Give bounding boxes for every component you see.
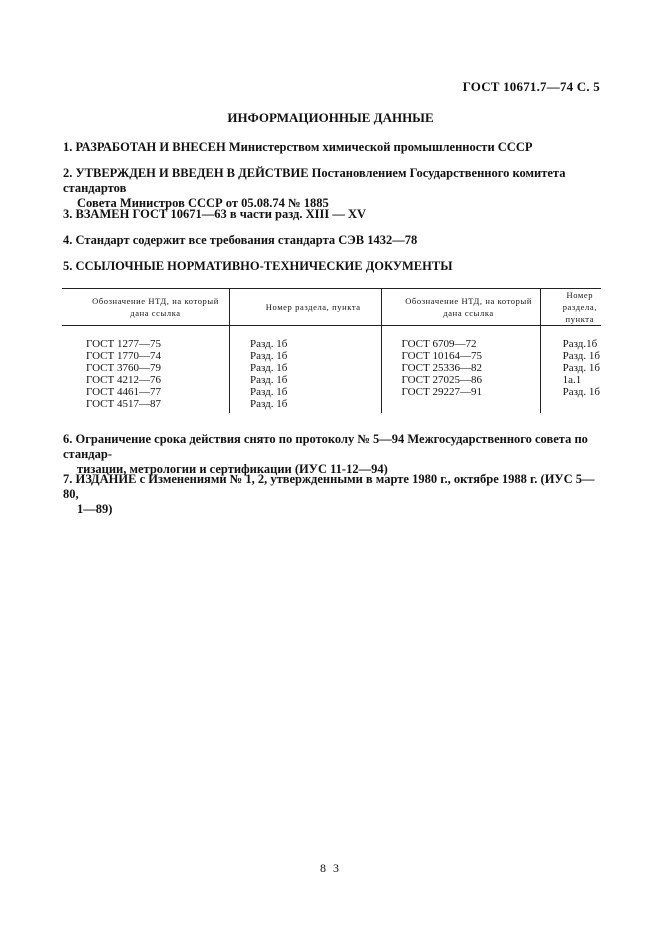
ntd-entry: ГОСТ 27025—86	[401, 374, 482, 386]
section-entry: Разд. 1б	[249, 398, 288, 410]
info-item-3-line-1: 3. ВЗАМЕН ГОСТ 10671—63 в части разд. XIII — XV	[63, 207, 367, 221]
left-ntd-cell	[62, 326, 229, 414]
section-entry: Разд.1б	[562, 338, 598, 350]
section-entry: 1а.1	[562, 374, 582, 386]
table-header-row	[62, 289, 601, 326]
info-item-7-line-2: 1—89)	[77, 502, 113, 516]
info-item-1	[63, 140, 603, 155]
info-item-1-line-1: 1. РАЗРАБОТАН И ВНЕСЕН Министерством химической промышленности СССР	[63, 140, 533, 154]
section-entry: Разд. 1б	[249, 350, 288, 362]
ntd-entry: ГОСТ 3760—79	[86, 362, 161, 374]
section-entry: Разд. 1б	[249, 386, 288, 398]
section-entry: Разд. 1б	[249, 374, 288, 386]
ntd-entry: ГОСТ 4461—77	[86, 386, 161, 398]
header-ntd-left: Обозначение НТД, на который дана ссылка	[62, 289, 229, 326]
info-item-5	[63, 259, 603, 274]
info-item-3	[63, 207, 603, 222]
info-item-2	[63, 166, 603, 211]
left-section-cell	[229, 326, 381, 414]
page-title: ИНФОРМАЦИОННЫЕ ДАННЫЕ	[227, 110, 434, 125]
ntd-entry: ГОСТ 25336—82	[401, 362, 482, 374]
info-item-6-line-1: 6. Ограничение срока действия снято по протоколу № 5—94 Межгосударственного совета по стандар-	[63, 432, 588, 461]
info-item-7	[63, 472, 603, 517]
right-ntd-cell	[381, 326, 540, 414]
ntd-entry: ГОСТ 1277—75	[86, 338, 161, 350]
info-item-4-line-1: 4. Стандарт содержит все требования стандарта СЭВ 1432—78	[63, 233, 418, 247]
running-header: ГОСТ 10671.7—74 С. 5	[462, 79, 600, 94]
section-entry: Разд. 1б	[562, 362, 600, 374]
section-entry: Разд. 1б	[562, 386, 600, 398]
section-entry: Разд. 1б	[249, 362, 288, 374]
page-number: 8 3	[320, 861, 341, 875]
ntd-entry: ГОСТ 4517—87	[86, 398, 161, 410]
table-row	[62, 326, 601, 414]
ntd-entry: ГОСТ 4212—76	[86, 374, 161, 386]
info-item-6	[63, 432, 603, 477]
info-item-7-line-1: 7. ИЗДАНИЕ с Изменениями № 1, 2, утвержденными в марте 1980 г., октябре 1988 г. (ИУС 5—80,	[63, 472, 595, 501]
header-section-right: Номер раздела, пункта	[540, 289, 601, 326]
section-entry: Разд. 1б	[562, 350, 600, 362]
info-item-4	[63, 233, 603, 248]
ntd-entry: ГОСТ 10164—75	[401, 350, 482, 362]
info-item-5-line-1: 5. ССЫЛОЧНЫЕ НОРМАТИВНО-ТЕХНИЧЕСКИЕ ДОКУМЕНТЫ	[63, 259, 453, 273]
reference-documents-table	[62, 288, 601, 413]
right-section-cell	[540, 326, 601, 414]
ntd-entry: ГОСТ 1770—74	[86, 350, 161, 362]
ntd-entry: ГОСТ 6709—72	[401, 338, 477, 350]
info-item-2-line-2: Совета Министров СССР от 05.08.74 № 1885	[77, 196, 329, 210]
info-item-2-line-1: 2. УТВЕРЖДЕН И ВВЕДЕН В ДЕЙСТВИЕ Постановлением Государственного комитета стандартов	[63, 166, 566, 195]
info-item-6-line-2: тизации, метрологии и сертификации (ИУС 11-12—94)	[77, 462, 388, 476]
header-section-left: Номер раздела, пункта	[229, 289, 381, 326]
header-ntd-right: Обозначение НТД, на который дана ссылка	[381, 289, 540, 326]
section-entry: Разд. 1б	[249, 338, 288, 350]
ntd-entry: ГОСТ 29227—91	[401, 386, 482, 398]
